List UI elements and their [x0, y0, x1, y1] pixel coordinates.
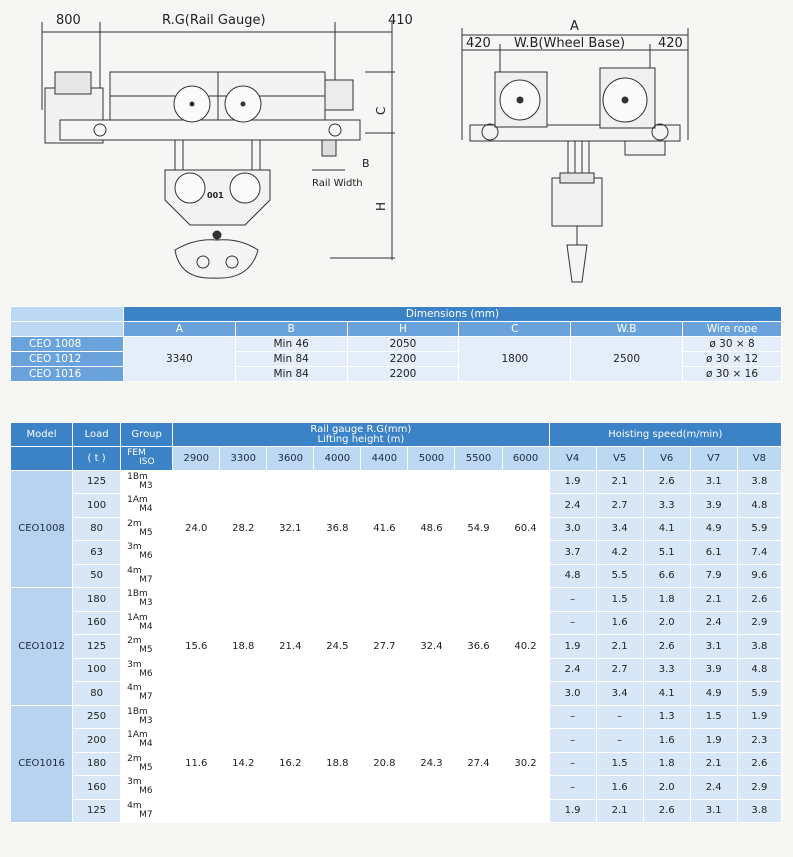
load-value: 100 — [73, 658, 121, 682]
group-iso: M7 — [139, 692, 153, 703]
dims-b-value: Min 84 — [235, 367, 347, 382]
group-fem: 3m — [127, 777, 142, 788]
lifting-height-value: 30.2 — [502, 705, 549, 823]
hoist-speed-value: 2.1 — [690, 752, 737, 776]
hoist-speed-value: 2.1 — [596, 799, 643, 823]
load-value: 100 — [73, 494, 121, 518]
hoist-speed-value: 4.1 — [643, 682, 690, 706]
hoist-speed-value: 2.7 — [596, 494, 643, 518]
hoist-speed-value: – — [549, 729, 596, 753]
hoist-speed-value: 4.9 — [690, 682, 737, 706]
hoist-speed-value: 2.4 — [690, 776, 737, 800]
lifting-height-value: 32.1 — [267, 470, 314, 588]
group-iso: M3 — [139, 480, 153, 491]
hoist-speed-value: 1.5 — [690, 705, 737, 729]
group-fem: 1Bm — [127, 706, 148, 717]
hoist-speed-value: 2.1 — [596, 470, 643, 494]
load-unit: ( t ) — [73, 447, 121, 471]
group-iso: M3 — [139, 598, 153, 609]
hoist-speed-value: 1.5 — [596, 588, 643, 612]
dims-model: CEO 1008 — [11, 337, 124, 352]
model-name: CEO1016 — [11, 705, 73, 823]
hoist-speed-value: 4.8 — [737, 658, 781, 682]
lifting-height-value: 16.2 — [267, 705, 314, 823]
group-subheader — [121, 447, 173, 471]
hoist-speed-value: 2.6 — [643, 799, 690, 823]
group-iso: M5 — [139, 645, 153, 656]
dims-c-value: 1800 — [459, 337, 571, 382]
dims-title: Dimensions (mm) — [123, 307, 781, 322]
rail-gauge-title: Rail gauge R.G(mm) — [310, 423, 412, 435]
hoist-speed-value: 2.6 — [737, 752, 781, 776]
hoist-speed-value: 6.6 — [643, 564, 690, 588]
hoist-speed-value: 3.4 — [596, 517, 643, 541]
hoist-speed-value: 1.8 — [643, 752, 690, 776]
dim-b-label: B — [362, 157, 370, 170]
group-fem: 1Am — [127, 730, 148, 741]
group-value — [121, 611, 173, 635]
lifting-height-value: 24.0 — [173, 470, 220, 588]
dims-rope-value: ø 30 × 16 — [683, 367, 782, 382]
dim-h-label: H — [374, 201, 388, 211]
hoist-speed-value: – — [549, 752, 596, 776]
group-fem: 1Am — [127, 495, 148, 506]
group-fem: 3m — [127, 659, 142, 670]
group-value — [121, 729, 173, 753]
rail-width-label: Rail Width — [312, 178, 363, 189]
group-value — [121, 470, 173, 494]
hoist-speed-value: 2.4 — [690, 611, 737, 635]
side-dim-420-left: 420 — [466, 36, 491, 51]
lifting-height-value: 27.4 — [455, 705, 502, 823]
group-fem: 4m — [127, 565, 142, 576]
lifting-height-title: Lifting height (m) — [317, 433, 405, 445]
group-value — [121, 541, 173, 565]
group-value — [121, 494, 173, 518]
model-name: CEO1012 — [11, 588, 73, 706]
group-value — [121, 799, 173, 823]
hoist-speed-value: 1.9 — [549, 470, 596, 494]
lifting-height-value: 18.8 — [220, 588, 267, 706]
hoist-speed-value: 2.0 — [643, 776, 690, 800]
rail-gauge-col-header: 3600 — [267, 447, 314, 471]
rail-gauge-col-header: 4000 — [314, 447, 361, 471]
lifting-height-value: 20.8 — [361, 705, 408, 823]
group-value — [121, 588, 173, 612]
lifting-height-value: 11.6 — [173, 705, 220, 823]
hoist-speed-value: 5.5 — [596, 564, 643, 588]
hoist-speed-col-header: V5 — [596, 447, 643, 471]
lifting-height-value: 60.4 — [502, 470, 549, 588]
hoist-speed-value: 1.9 — [549, 799, 596, 823]
group-value — [121, 635, 173, 659]
group-value — [121, 564, 173, 588]
group-iso: M4 — [139, 504, 153, 515]
lifting-height-value: 28.2 — [220, 470, 267, 588]
group-fem-label: FEM — [127, 448, 146, 459]
dims-b-value: Min 84 — [235, 352, 347, 367]
rail-gauge-col-header: 3300 — [220, 447, 267, 471]
load-value: 125 — [73, 635, 121, 659]
hoist-speed-value: – — [549, 588, 596, 612]
group-iso: M7 — [139, 809, 153, 820]
group-value — [121, 682, 173, 706]
group-iso: M6 — [139, 551, 153, 562]
dims-model: CEO 1016 — [11, 367, 124, 382]
dims-h-value: 2050 — [347, 337, 459, 352]
hoist-speed-value: 2.4 — [549, 658, 596, 682]
rail-gauge-col-header: 4400 — [361, 447, 408, 471]
hoist-speed-value: – — [549, 776, 596, 800]
dims-rope-value: ø 30 × 8 — [683, 337, 782, 352]
lifting-height-value: 36.6 — [455, 588, 502, 706]
table-row — [11, 588, 782, 612]
load-value: 160 — [73, 776, 121, 800]
hoist-speed-value: 3.3 — [643, 658, 690, 682]
table-row — [11, 470, 782, 494]
hoist-speed-value: 2.7 — [596, 658, 643, 682]
hoist-speed-value: 2.0 — [643, 611, 690, 635]
col-load-header: Load — [73, 423, 121, 447]
hoist-speed-value: 3.7 — [549, 541, 596, 565]
dim-a-label: A — [570, 19, 579, 34]
hoist-speed-value: 6.1 — [690, 541, 737, 565]
side-dim-420-right: 420 — [658, 36, 683, 51]
lifting-height-value: 40.2 — [502, 588, 549, 706]
load-value: 180 — [73, 588, 121, 612]
hoist-speed-value: 3.1 — [690, 635, 737, 659]
hoist-speed-value: 3.8 — [737, 470, 781, 494]
dims-model: CEO 1012 — [11, 352, 124, 367]
group-fem: 2m — [127, 636, 142, 647]
load-value: 80 — [73, 517, 121, 541]
dimensions-table — [10, 306, 782, 382]
hoist-speed-value: 5.1 — [643, 541, 690, 565]
hoist-speed-col-header: V6 — [643, 447, 690, 471]
hoist-speed-col-header: V4 — [549, 447, 596, 471]
hoist-speed-value: 3.3 — [643, 494, 690, 518]
hoist-speed-value: – — [596, 729, 643, 753]
model-name: CEO1008 — [11, 470, 73, 588]
load-value: 63 — [73, 541, 121, 565]
front-view-drawing — [0, 0, 420, 290]
load-value: 125 — [73, 799, 121, 823]
lifting-height-value: 41.6 — [361, 470, 408, 588]
load-value: 180 — [73, 752, 121, 776]
hoist-speed-value: 3.9 — [690, 494, 737, 518]
hoist-speed-value: 2.6 — [643, 470, 690, 494]
lifting-height-value: 21.4 — [267, 588, 314, 706]
lifting-height-value: 15.6 — [173, 588, 220, 706]
hook-block-label: 001 — [207, 191, 224, 200]
group-value — [121, 517, 173, 541]
hoist-speed-value: 4.8 — [737, 494, 781, 518]
hoist-speed-value: 4.9 — [690, 517, 737, 541]
rail-gauge-col-header: 5500 — [455, 447, 502, 471]
dims-corner — [11, 307, 124, 322]
load-value: 80 — [73, 682, 121, 706]
hoist-speed-value: 5.9 — [737, 682, 781, 706]
dim-410-label: 410 — [388, 13, 413, 28]
hoist-speed-value: 4.8 — [549, 564, 596, 588]
hoist-speed-value: – — [596, 705, 643, 729]
hoist-speed-value: 2.6 — [737, 588, 781, 612]
group-fem: 4m — [127, 683, 142, 694]
hoist-speed-col-header: V8 — [737, 447, 781, 471]
hoist-speed-value: 2.3 — [737, 729, 781, 753]
hoist-speed-value: 1.9 — [737, 705, 781, 729]
group-iso-label: ISO — [139, 457, 155, 468]
hoist-speed-value: 4.1 — [643, 517, 690, 541]
group-iso: M3 — [139, 715, 153, 726]
hoist-speed-value: 9.6 — [737, 564, 781, 588]
load-value: 160 — [73, 611, 121, 635]
hoist-speed-col-header: V7 — [690, 447, 737, 471]
lifting-height-value: 24.3 — [408, 705, 455, 823]
load-value: 125 — [73, 470, 121, 494]
lifting-height-value: 32.4 — [408, 588, 455, 706]
lifting-height-value: 27.7 — [361, 588, 408, 706]
hoist-speed-value: 2.9 — [737, 776, 781, 800]
dims-row — [11, 337, 782, 352]
hoisting-speed-header: Hoisting speed(m/min) — [549, 423, 781, 447]
group-iso: M7 — [139, 574, 153, 585]
hoist-speed-value: 1.3 — [643, 705, 690, 729]
technical-drawings — [0, 0, 793, 290]
group-fem: 2m — [127, 753, 142, 764]
rail-gauge-col-header: 5000 — [408, 447, 455, 471]
hoist-speed-value: 1.9 — [690, 729, 737, 753]
hoist-speed-value: 1.6 — [596, 776, 643, 800]
dims-h-value: 2200 — [347, 367, 459, 382]
hoist-speed-value: 3.8 — [737, 799, 781, 823]
group-fem: 2m — [127, 518, 142, 529]
hoist-speed-value: 1.6 — [643, 729, 690, 753]
hoist-speed-value: 3.9 — [690, 658, 737, 682]
hoist-speed-value: 3.4 — [596, 682, 643, 706]
hoist-speed-value: – — [549, 611, 596, 635]
group-iso: M4 — [139, 739, 153, 750]
group-fem: 1Am — [127, 612, 148, 623]
hoist-speed-value: 2.1 — [596, 635, 643, 659]
group-value — [121, 705, 173, 729]
dims-h-value: 2200 — [347, 352, 459, 367]
dims-col-b: B — [235, 322, 347, 337]
model-subheader — [11, 447, 73, 471]
table-row — [11, 705, 782, 729]
hoist-speed-value: 3.0 — [549, 517, 596, 541]
hoist-speed-value: 1.8 — [643, 588, 690, 612]
lifting-height-value: 36.8 — [314, 470, 361, 588]
hoist-speed-value: 2.9 — [737, 611, 781, 635]
col-model-header: Model — [11, 423, 73, 447]
group-fem: 4m — [127, 800, 142, 811]
dims-col-wb: W.B — [571, 322, 683, 337]
rail-gauge-col-header: 2900 — [173, 447, 220, 471]
rail-gauge-header — [173, 423, 549, 447]
hoist-speed-value: 3.8 — [737, 635, 781, 659]
load-value: 50 — [73, 564, 121, 588]
group-value — [121, 752, 173, 776]
group-fem: 1Bm — [127, 589, 148, 600]
dims-col-c: C — [459, 322, 571, 337]
hoist-speed-value: 2.4 — [549, 494, 596, 518]
dims-rope-value: ø 30 × 12 — [683, 352, 782, 367]
col-group-header: Group — [121, 423, 173, 447]
group-fem: 1Bm — [127, 471, 148, 482]
hoist-speed-value: 7.4 — [737, 541, 781, 565]
group-fem: 3m — [127, 542, 142, 553]
hoist-speed-value: 1.5 — [596, 752, 643, 776]
dim-800-label: 800 — [56, 13, 81, 28]
hoist-speed-value: 3.1 — [690, 470, 737, 494]
group-value — [121, 776, 173, 800]
rail-gauge-col-header: 6000 — [502, 447, 549, 471]
dims-col-wire-rope: Wire rope — [683, 322, 782, 337]
load-value: 200 — [73, 729, 121, 753]
dims-corner-2 — [11, 322, 124, 337]
dims-col-h: H — [347, 322, 459, 337]
dim-rail-gauge-label: R.G(Rail Gauge) — [162, 13, 266, 28]
group-iso: M4 — [139, 621, 153, 632]
load-value: 250 — [73, 705, 121, 729]
hoist-speed-value: 3.1 — [690, 799, 737, 823]
group-value — [121, 658, 173, 682]
group-iso: M5 — [139, 527, 153, 538]
hoist-speed-value: 2.6 — [643, 635, 690, 659]
dim-wheel-base-label: W.B(Wheel Base) — [514, 36, 626, 51]
dims-b-value: Min 46 — [235, 337, 347, 352]
hoist-speed-value: 2.1 — [690, 588, 737, 612]
hoist-speed-value: 1.9 — [549, 635, 596, 659]
hoist-speed-value: 7.9 — [690, 564, 737, 588]
lifting-height-value: 54.9 — [455, 470, 502, 588]
group-iso: M5 — [139, 762, 153, 773]
group-iso: M6 — [139, 786, 153, 797]
spec-table — [10, 422, 782, 823]
hoist-speed-value: 5.9 — [737, 517, 781, 541]
dim-c-label: C — [374, 106, 388, 115]
dims-col-a: A — [123, 322, 235, 337]
lifting-height-value: 14.2 — [220, 705, 267, 823]
lifting-height-value: 18.8 — [314, 705, 361, 823]
dims-a-value: 3340 — [123, 337, 235, 382]
hoist-speed-value: 3.0 — [549, 682, 596, 706]
group-iso: M6 — [139, 668, 153, 679]
hoist-speed-value: 4.2 — [596, 541, 643, 565]
hoist-speed-value: 1.6 — [596, 611, 643, 635]
lifting-height-value: 48.6 — [408, 470, 455, 588]
dims-wb-value: 2500 — [571, 337, 683, 382]
lifting-height-value: 24.5 — [314, 588, 361, 706]
hoist-speed-value: – — [549, 705, 596, 729]
